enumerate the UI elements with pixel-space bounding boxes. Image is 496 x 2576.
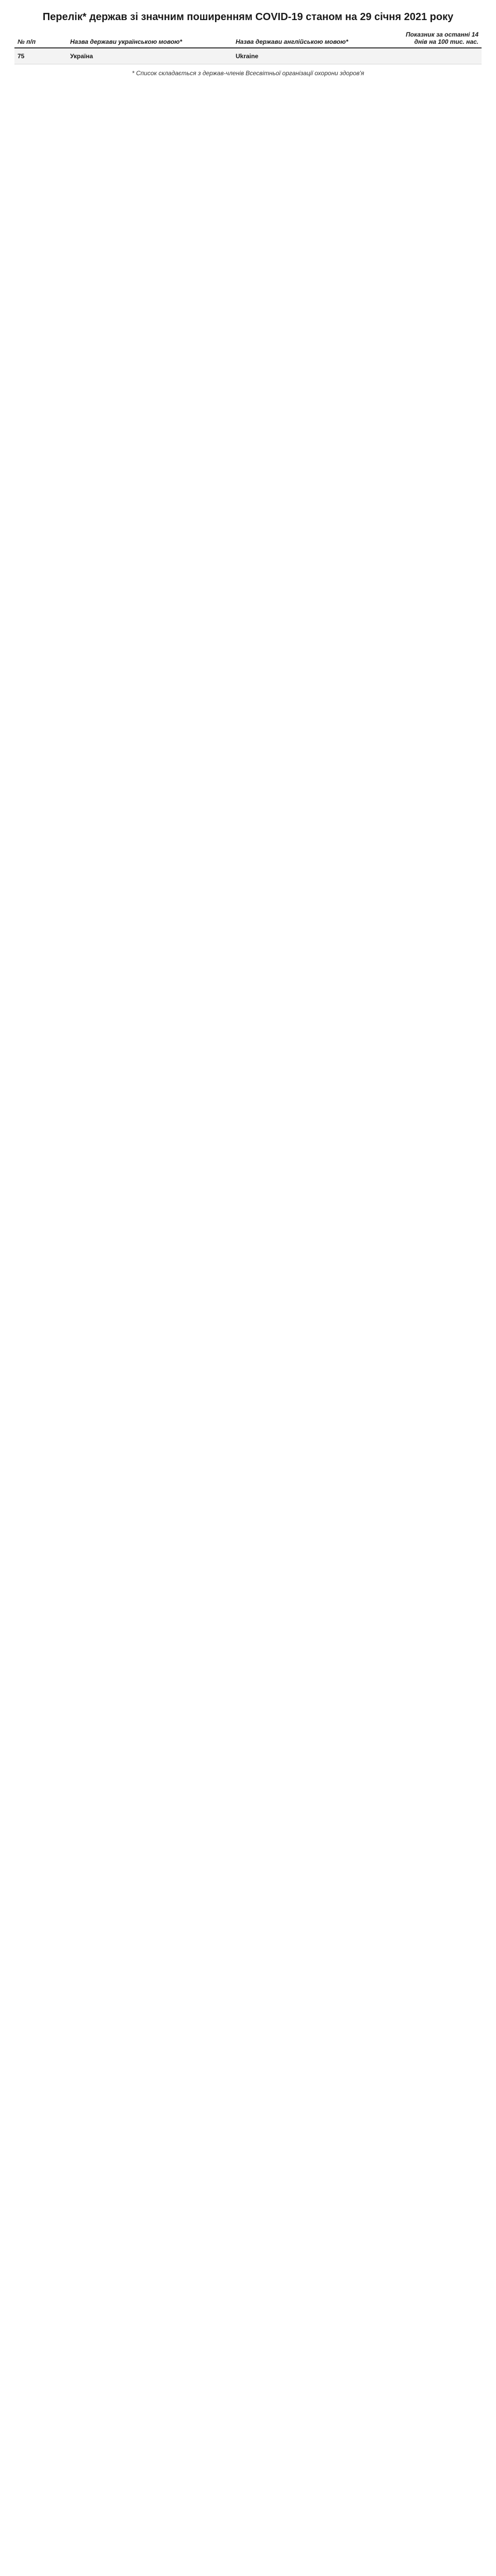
document-page	[0, 0, 496, 89]
header-name-en: Назва держави англійською мовою*	[233, 29, 398, 48]
table-row	[14, 48, 482, 64]
header-row	[14, 29, 482, 48]
header-number: № п/п	[14, 29, 67, 48]
country-table	[14, 29, 482, 64]
cell-incidence	[398, 48, 482, 64]
cell-name-en: Ukraine	[233, 48, 398, 64]
cell-number: 75	[14, 48, 67, 64]
table-body	[14, 48, 482, 64]
page-title: Перелік* держав зі значним поширенням COVID-19 станом на 29 січня 2021 року	[42, 11, 454, 23]
footnote: * Список складається з держав-членів Всесвітньої організації охорони здоров'я	[131, 70, 365, 77]
header-incidence: Показник за останні 14 днів на 100 тис. нас.	[398, 29, 482, 48]
table-header	[14, 29, 482, 48]
header-name-ua: Назва держави українською мовою*	[67, 29, 233, 48]
cell-name-ua: Україна	[67, 48, 233, 64]
